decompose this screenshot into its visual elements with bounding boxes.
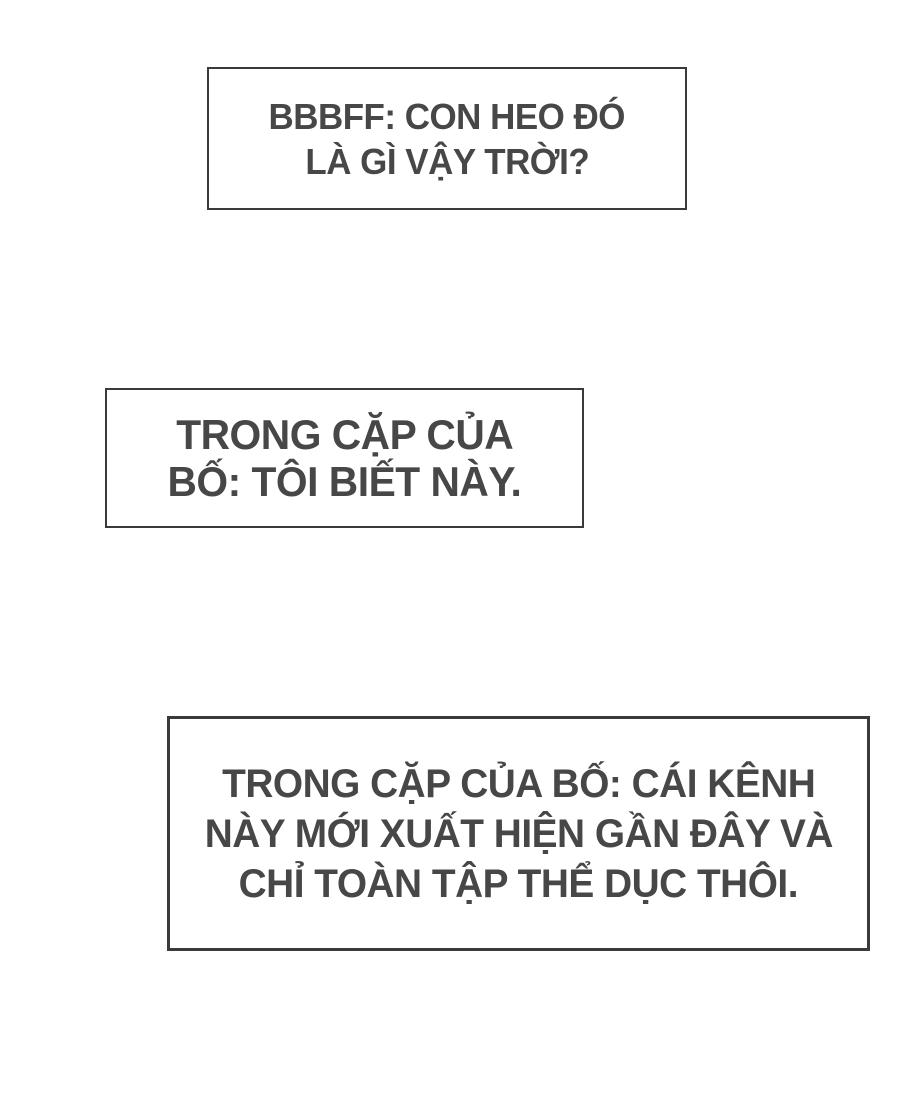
caption-text-line: TRONG CẶP CỦA BỐ: CÁI KÊNH <box>221 761 816 806</box>
caption-text-line: TRONG CẶP CỦA <box>176 411 513 458</box>
caption-box-bbbff <box>207 67 687 210</box>
caption-text-line: BỐ: TÔI BIẾT NÀY. <box>167 458 522 505</box>
caption-box-trong-cap-cua-bo <box>105 388 584 528</box>
caption-text-line: CHỈ TOÀN TẬP THỂ DỤC THÔI. <box>238 861 799 906</box>
caption-text-line: BBBFF: CON HEO ĐÓ <box>268 95 626 137</box>
caption-box-cai-kenh <box>167 716 870 951</box>
caption-text-line: NÀY MỚI XUẤT HIỆN GẦN ĐÂY VÀ <box>204 811 833 856</box>
caption-text-line: LÀ GÌ VẬY TRỜI? <box>305 140 589 182</box>
